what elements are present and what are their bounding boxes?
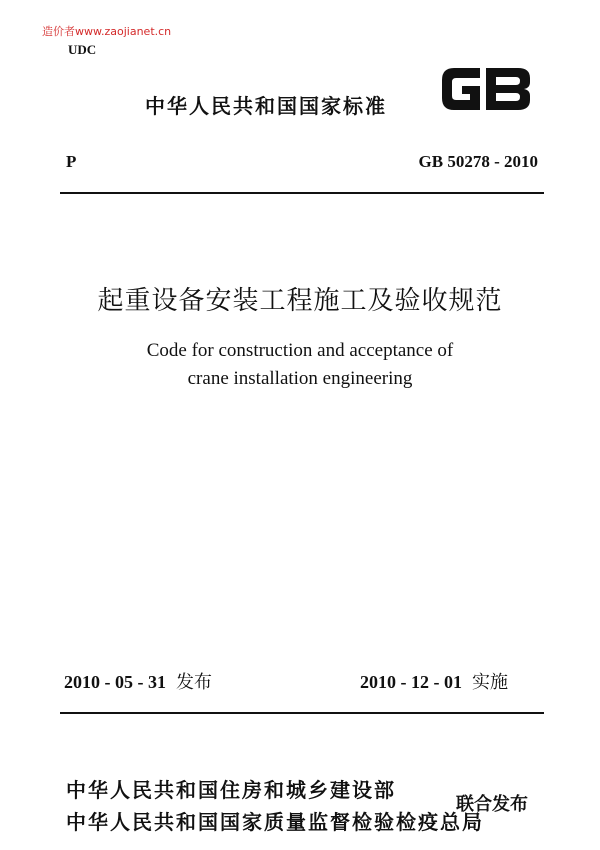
- standard-number: GB 50278 - 2010: [418, 152, 538, 171]
- issuer-1: 中华人民共和国住房和城乡建设部: [66, 778, 396, 802]
- title-english-line2: crane installation engineering: [187, 368, 413, 389]
- standard-title: 中华人民共和国国家标准: [145, 94, 387, 118]
- issuer-2: 中华人民共和国国家质量监督检验检疫总局: [66, 810, 484, 834]
- category-code: P: [66, 152, 77, 171]
- effective-date-label: 实施: [472, 672, 508, 693]
- title-chinese: 起重设备安装工程施工及验收规范: [97, 286, 503, 316]
- gb-logo-icon: [436, 58, 536, 120]
- publish-date-label: 发布: [176, 672, 212, 693]
- title-english-line1: Code for construction and acceptance of: [146, 340, 454, 361]
- top-divider: [60, 192, 544, 194]
- publish-date-value: 2010 - 05 - 31: [64, 672, 166, 692]
- effective-date-value: 2010 - 12 - 01: [360, 672, 462, 692]
- bottom-divider: [60, 712, 544, 714]
- publish-date: [64, 668, 212, 694]
- effective-date: [360, 668, 508, 694]
- watermark: 造价者www.zaojianet.cn: [42, 25, 172, 38]
- joint-publish-label: 联合发布: [456, 794, 528, 815]
- udc-label: UDC: [68, 42, 97, 57]
